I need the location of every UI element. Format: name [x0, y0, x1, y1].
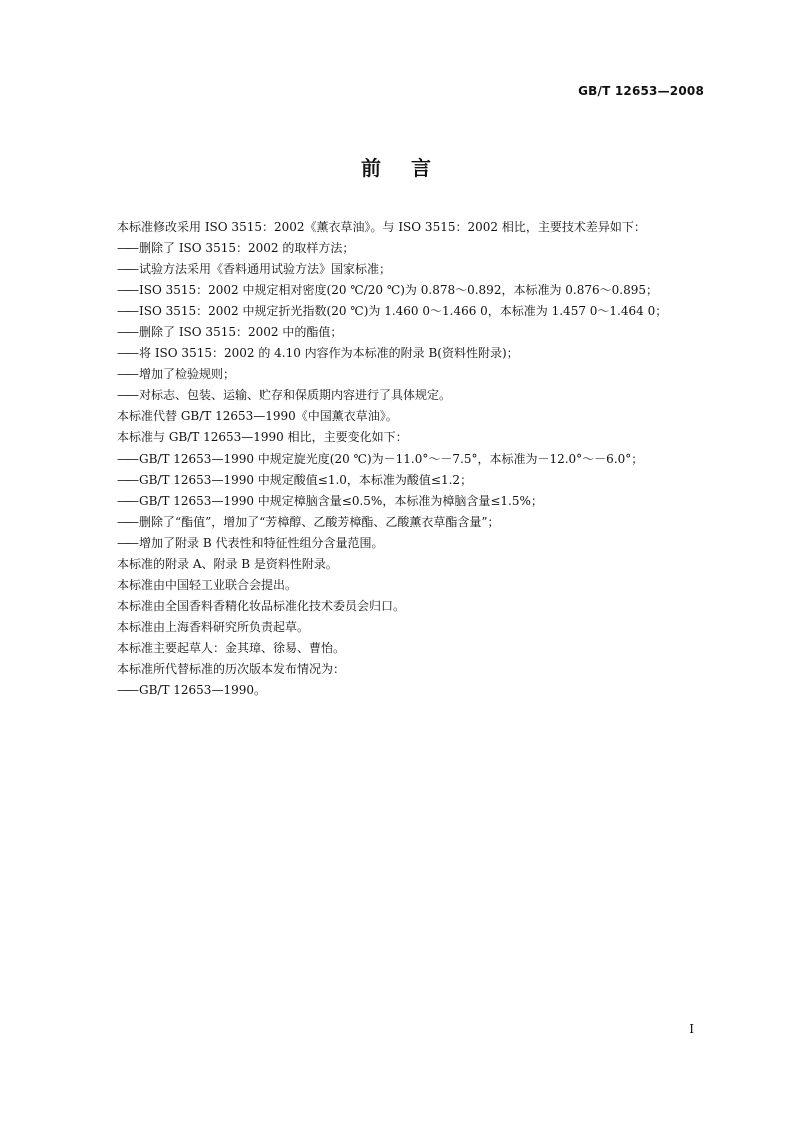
- dash-list-item: —— 增加了检验规则；: [117, 364, 717, 385]
- dash-list-item: —— 增加了附录 B 代表性和特征性组分含量范围。: [117, 533, 717, 554]
- paragraph-line: 本标准由全国香料香精化妆品标准化技术委员会归口。: [117, 598, 406, 613]
- paragraph-line: 本标准所代替标准的历次版本发布情况为：: [117, 661, 346, 676]
- page-number: I: [689, 1022, 694, 1036]
- dash-list-item: —— GB/T 12653—1990 中规定樟脑含量≤0.5%，本标准为樟脑含量≤1.5%；: [117, 491, 717, 512]
- dash-list-item: —— GB/T 12653—1990 中规定酸值≤1.0，本标准为酸值≤1.2；: [117, 470, 717, 491]
- foreword-body: [117, 217, 717, 701]
- title-char-2: 言: [411, 156, 433, 180]
- page-title: [0, 152, 794, 181]
- paragraph-line: 本标准主要起草人：金其璋、徐易、曹怡。: [117, 640, 346, 655]
- dash-list-item: —— 删除了 ISO 3515：2002 中的酯值；: [117, 322, 717, 343]
- paragraph-line: 本标准由上海香料研究所负责起草。: [117, 619, 310, 634]
- dash-list-item: —— 试验方法采用《香料通用试验方法》国家标准；: [117, 259, 717, 280]
- paragraph-line: 本标准与 GB/T 12653—1990 相比，主要变化如下：: [117, 430, 408, 445]
- dash-list-item: —— GB/T 12653—1990 中规定旋光度(20 ℃)为－11.0°～－7.5°，本标准为－12.0°～－6.0°；: [117, 449, 717, 470]
- dash-list-item: —— GB/T 12653—1990。: [117, 680, 717, 701]
- dash-list-item: —— 对标志、包装、运输、贮存和保质期内容进行了具体规定。: [117, 385, 717, 406]
- dash-list-item: —— 删除了“酯值”，增加了“芳樟醇、乙酸芳樟酯、乙酸薰衣草酯含量”；: [117, 512, 717, 533]
- dash-list-item: —— 删除了 ISO 3515：2002 的取样方法；: [117, 238, 717, 259]
- dash-list-item: —— ISO 3515：2002 中规定折光指数(20 ℃)为 1.460 0～1.466 0，本标准为 1.457 0～1.464 0；: [117, 301, 717, 322]
- dash-list-item: —— 将 ISO 3515：2002 的 4.10 内容作为本标准的附录 B(资料性附录)；: [117, 343, 717, 364]
- paragraph-line: 本标准修改采用 ISO 3515：2002《薰衣草油》。与 ISO 3515：2002 相比，主要技术差异如下：: [117, 220, 646, 234]
- paragraph-line: 本标准代替 GB/T 12653—1990《中国薰衣草油》。: [117, 409, 398, 424]
- dash-list-item: —— ISO 3515：2002 中规定相对密度(20 ℃/20 ℃)为 0.878～0.892，本标准为 0.876～0.895；: [117, 280, 717, 301]
- paragraph-line: 本标准由中国轻工业联合会提出。: [117, 577, 298, 592]
- title-char-1: 前: [361, 156, 383, 180]
- paragraph-line: 本标准的附录 A、附录 B 是资料性附录。: [117, 556, 338, 571]
- document-code: GB/T 12653—2008: [578, 84, 704, 98]
